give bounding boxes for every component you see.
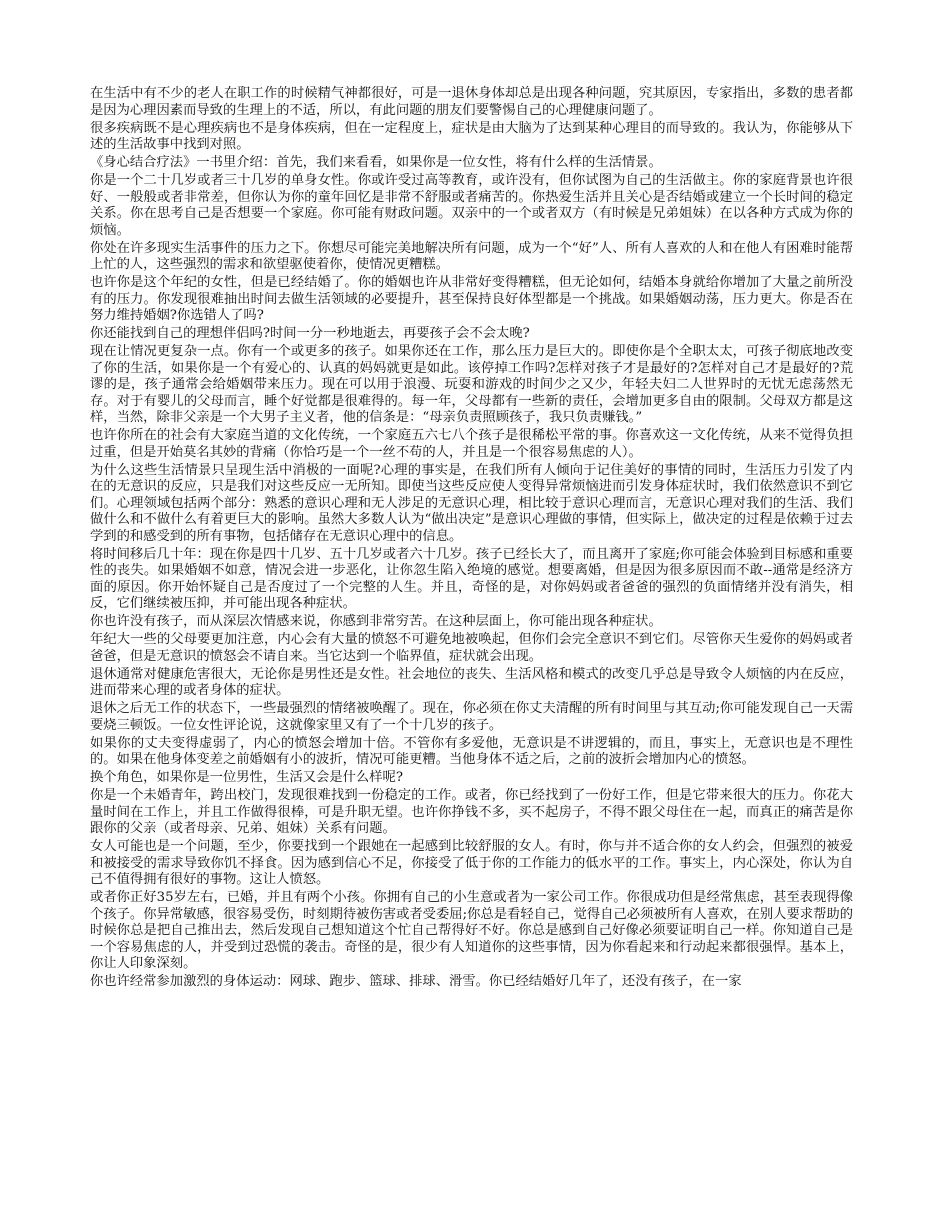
paragraph: 也许你所在的社会有大家庭当道的文化传统，一个家庭五六七八个孩子是很稀松平常的事。你喜欢这一文化传统，从来不觉得负担过重，但是开始莫名其妙的背痛（你恰巧是一个一丝不苟的人，并且是一个很容易焦虑的人）。 [90,428,853,460]
paragraph: 你处在许多现实生活事件的压力之下。你想尽可能完美地解决所有问题，成为一个“好”人、所有人喜欢的人和在他人有困难时能帮上忙的人，这些强烈的需求和欲望驱使着你，使情况更糟糕。 [90,240,853,272]
paragraph: 或者你正好35岁左右，已婚，并且有两个小孩。你拥有自己的小生意或者为一家公司工作。你很成功但是经常焦虑，甚至表现得像个孩子。你异常敏感，很容易受伤，时刻期待被伤害或者受委屈;你总是看轻自己，觉得自己必须被所有人喜欢，在别人要求帮助的时候你总是把自己推出去，然后发现自己想知道这个忙自己帮得好不好。你总是感到自己好像必须要证明自己一样。你知道自己是一个容易焦虑的人，并受到过恐慌的袭击。奇怪的是，很少有人知道你的这些事情，因为你看起来和行动起来都很强悍。基本上，你让人印象深刻。 [90,890,853,971]
paragraph: 你也许经常参加激烈的身体运动：网球、跑步、篮球、排球、滑雪。你已经结婚好几年了，还没有孩子，在一家 [90,974,742,989]
paragraph: 退休之后无工作的状态下，一些最强烈的情绪被唤醒了。现在，你必须在你丈夫清醒的所有时间里与其互动;你可能发现自己一天需要烧三顿饭。一位女性评论说，这就像家里又有了一个十几岁的孩子。 [90,701,853,733]
paragraph: 很多疾病既不是心理疾病也不是身体疾病，但在一定程度上，症状是由大脑为了达到某种心理目的而导致的。我认为，你能够从下述的生活故事中找到对照。 [90,120,853,152]
paragraph: 为什么这些生活情景只呈现生活中消极的一面呢?心理的事实是，在我们所有人倾向于记住美好的事情的同时，生活压力引发了内在的无意识的反应，只是我们对这些反应一无所知。即使当这些反应使人变得异常烦恼进而引发身体症状时，我们依然意识不到它们。心理领域包括两个部分：熟悉的意识心理和无人涉足的无意识心理，相比较于意识心理而言，无意识心理对我们的生活、我们做什么和不做什么有着更巨大的影响。虽然大多数人认为“做出决定”是意识心理做的事情，但实际上，做决定的过程是依赖于过去学到的和感受到的所有事物，包括储存在无意识心理中的信息。 [90,462,853,544]
paragraph: 你也许没有孩子，而从深层次情感来说，你感到非常穷苦。在这种层面上，你可能出现各种症状。 [90,614,662,629]
paragraph: 年纪大一些的父母要更加注意，内心会有大量的愤怒不可避免地被唤起，但你们会完全意识不到它们。尽管你天生爱你的妈妈或者爸爸，但是无意识的愤怒会不请自来。当它达到一个临界值，症状就会出现。 [90,632,853,664]
article-body [90,86,853,992]
paragraph: 换个角色，如果你是一位男性，生活又会是什么样呢? [90,770,403,785]
paragraph: 也许你是这个年纪的女性，但是已经结婚了。你的婚姻也许从非常好变得糟糕，但无论如何，结婚本身就给你增加了大量之前所没有的压力。你发现很难抽出时间去做生活领域的必要提升，甚至保持良好体型都是一个挑战。如果婚姻动荡，压力更大。你是否在努力维持婚姻?你选错人了吗? [90,275,853,323]
paragraph: 女人可能也是一个问题，至少，你要找到一个跟她在一起感到比较舒服的女人。有时，你与并不适合你的女人约会，但强烈的被爱和被接受的需求导致你饥不择食。因为感到信心不足，你接受了低于你的工作能力的低水平的工作。事实上，内心深处，你认为自己不值得拥有很好的事物。这让人愤怒。 [90,839,853,887]
paragraph: 将时间移后几十年：现在你是四十几岁、五十几岁或者六十几岁。孩子已经长大了，而且离开了家庭;你可能会体验到目标感和重要性的丧失。如果婚姻不如意，情况会进一步恶化，让你忽生陷入绝境的感觉。想要离婚，但是因为很多原因而不敢--通常是经济方面的原因。你开始怀疑自己是否度过了一个完整的人生。并且，奇怪的是，对你妈妈或者爸爸的强烈的负面情绪并没有消失，相反，它们继续被压抑，并可能出现各种症状。 [90,546,853,611]
paragraph: 你是一个二十几岁或者三十几岁的单身女性。你或许受过高等教育，或许没有，但你试图为自己的生活做主。你的家庭背景也许很好、一般般或者非常差，但你认为你的童年回忆是非常不舒服或者痛苦的。你热爱生活并且关心是否结婚或建立一个长时间的稳定关系。你在思考自己是否想要一个家庭。你可能有财政问题。双亲中的一个或者双方（有时候是兄弟姐妹）在以各种方式成为你的烦恼。 [90,173,853,238]
paragraph: 现在让情况更复杂一点。你有一个或更多的孩子。如果你还在工作，那么压力是巨大的。即使你是个全职太太，可孩子彻底地改变了你的生活，如果你是一个有爱心的、认真的妈妈就更是如此。该停掉工作吗?怎样对孩子才是最好的?怎样对自己才是最好的?荒谬的是，孩子通常会给婚姻带来压力。现在可以用于浪漫、玩耍和游戏的时间少之又少，年轻夫妇二人世界时的无忧无虑荡然无存。对于有婴儿的父母而言，睡个好觉都是很难得的。每一年，父母都有一些新的责任，会增加更多自由的限制。父母双方都是这样，当然，除非父亲是一个大男子主义者，他的信条是：“母亲负责照顾孩子，我只负责赚钱。” [90,344,853,425]
paragraph: 《身心结合疗法》一书里介绍：首先，我们来看看，如果你是一位女性，将有什么样的生活情景。 [90,155,662,170]
paragraph: 退休通常对健康危害很大，无论你是男性还是女性。社会地位的丧失、生活风格和模式的改变几乎总是导致令人烦恼的内在反应，进而带来心理的或者身体的症状。 [90,666,853,698]
paragraph: 如果你的丈夫变得虚弱了，内心的愤怒会增加十倍。不管你有多爱他，无意识是不讲逻辑的，而且，事实上，无意识也是不理性的。如果在他身体变差之前婚姻有小的波折，情况可能更糟。当他身体不适之后，之前的波折会增加内心的愤怒。 [90,735,853,767]
paragraph: 在生活中有不少的老人在职工作的时候精气神都很好，可是一退休身体却总是出现各种问题，究其原因，专家指出，多数的患者都是因为心理因素而导致的生理上的不适，所以，有此问题的朋友们要警惕自己的心理健康问题了。 [90,86,853,118]
paragraph: 你是一个未婚青年，跨出校门，发现很难找到一份稳定的工作。或者，你已经找到了一份好工作，但是它带来很大的压力。你花大量时间在工作上，并且工作做得很棒，可是升职无望。也许你挣钱不多，买不起房子，不得不跟父母住在一起，而真正的痛苦是你跟你的父亲（或者母亲、兄弟、姐妹）关系有问题。 [90,788,853,836]
paragraph: 你还能找到自己的理想伴侣吗?时间一分一秒地逝去，再要孩子会不会太晚? [90,326,530,341]
